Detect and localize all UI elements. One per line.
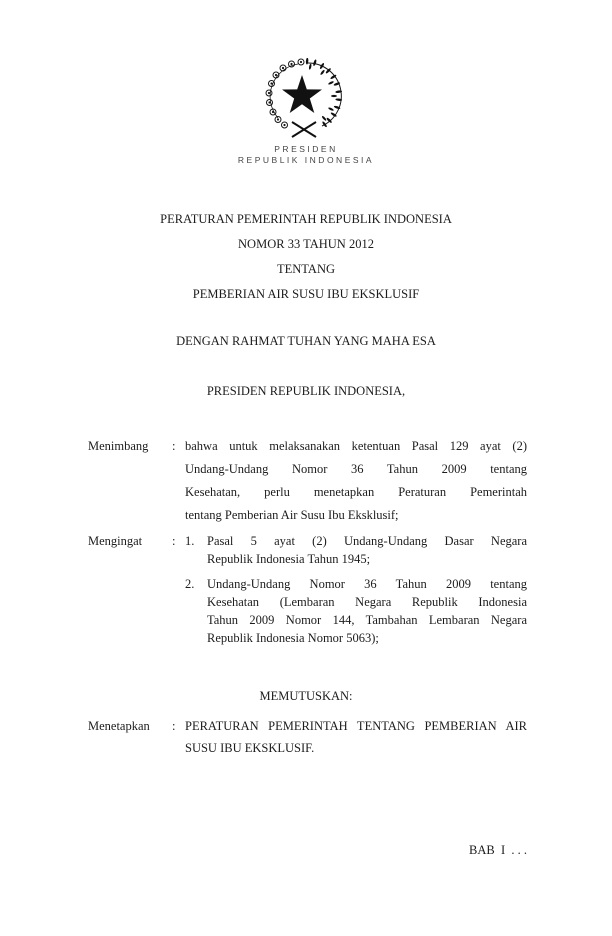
text-line: bahwa untuk melaksanakan ketentuan Pasal 129 ayat (2) (185, 439, 527, 453)
authority-line: PRESIDEN REPUBLIK INDONESIA, (206, 384, 406, 398)
text-line: Republik Indonesia Nomor 5063); (207, 630, 379, 645)
text-line: SUSU IBU EKSKLUSIF. (185, 740, 315, 755)
regulation-title: PERATURAN PEMERINTAH REPUBLIK INDONESIA (160, 212, 452, 226)
recalling-label: Mengingat (88, 534, 143, 548)
text-line: Kesehatan (Lembaran Negara Republik Indonesia (207, 594, 527, 609)
recalling-clause (88, 532, 527, 647)
text-line: Kesehatan, perlu menetapkan Peraturan Pemerintah (185, 485, 527, 499)
item-text (207, 532, 527, 568)
text-line: Undang-Undang Nomor 36 Tahun 2009 tentang (207, 576, 527, 591)
star-icon (282, 75, 322, 113)
recalling-colon: : (172, 534, 176, 548)
considering-clause (88, 435, 527, 527)
title-block (0, 207, 612, 307)
regulation-number: NOMOR 33 TAHUN 2012 (238, 237, 374, 251)
considering-colon: : (172, 439, 176, 453)
text-line: Republik Indonesia Tahun 1945; (207, 552, 371, 566)
text-line: Tahun 2009 Nomor 144, Tambahan Lembaran Negara (207, 612, 527, 627)
presidential-seal-icon (258, 58, 354, 138)
considering-text (185, 435, 527, 527)
regulation-subject: PEMBERIAN AIR SUSU IBU EKSKLUSIF (192, 287, 420, 301)
legal-basis-item-1 (185, 532, 527, 568)
item-number: 1. (185, 534, 195, 548)
legal-basis-item-2 (185, 575, 527, 647)
item-text (207, 575, 527, 647)
item-number: 2. (185, 576, 195, 591)
tentang-label: TENTANG (276, 262, 335, 276)
enacting-colon: : (172, 719, 176, 733)
text-line: Pasal 5 ayat (2) Undang-Undang Dasar Negara (207, 534, 527, 548)
enacting-label: Menetapkan (88, 719, 150, 733)
decision-heading: MEMUTUSKAN: (259, 689, 353, 703)
enacting-clause (88, 716, 527, 759)
recalling-items (185, 532, 527, 647)
crossed-stems (292, 122, 316, 137)
letterhead-presiden: PRESIDEN (274, 144, 338, 154)
enacting-text (185, 716, 527, 759)
text-line: tentang Pemberian Air Susu Ibu Eksklusif; (185, 508, 399, 522)
text-line: PERATURAN PEMERINTAH TENTANG PEMBERIAN AIR (185, 719, 527, 733)
text-line: Undang-Undang Nomor 36 Tahun 2009 tentang (185, 462, 527, 476)
continuation-marker: BAB I . . . (469, 843, 527, 857)
letterhead-republik-indonesia: REPUBLIK INDONESIA (237, 154, 375, 165)
considering-label: Menimbang (88, 439, 149, 453)
letterhead (0, 144, 612, 165)
invocation-line: DENGAN RAHMAT TUHAN YANG MAHA ESA (176, 334, 436, 348)
